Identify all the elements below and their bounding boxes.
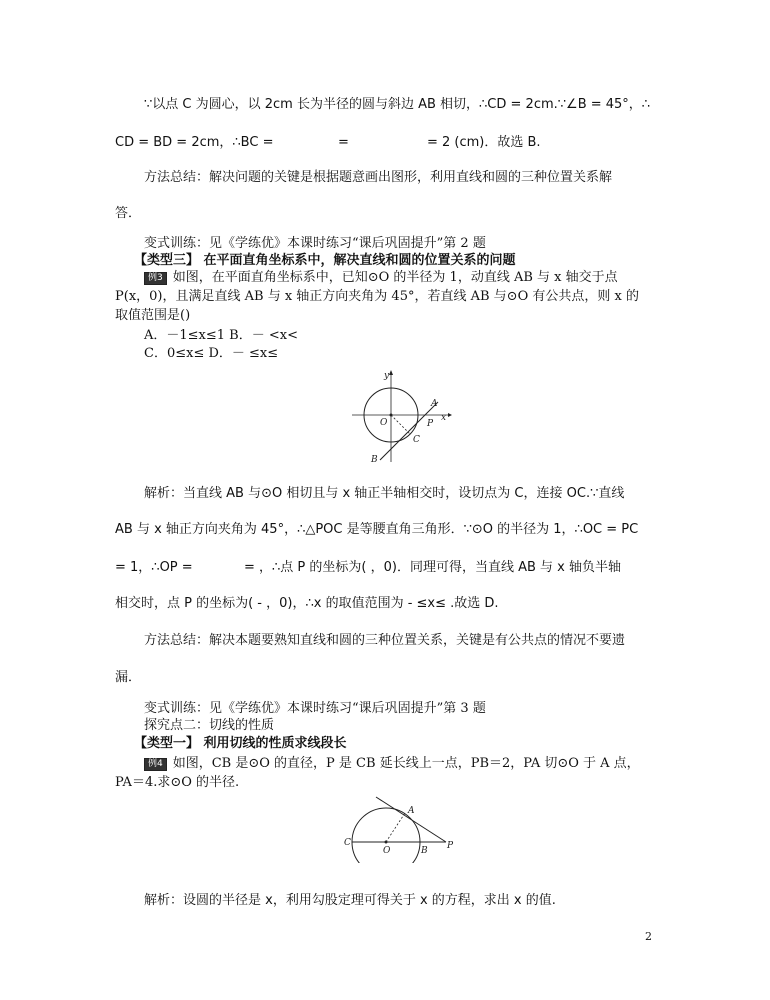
method-summary-1: 方法总结：解决问题的关键是根据题意画出图形，利用直线和圆的三种位置关系解 bbox=[144, 170, 613, 185]
label-a: A bbox=[431, 399, 438, 409]
text-line-2b: = bbox=[338, 135, 349, 150]
example3-line-2: P(x，0)，且满足直线 AB 与 x 轴正方向夹角为 45°，若直线 AB 与⊙O 有公共点，则 x 的 bbox=[115, 289, 639, 304]
segment-oc bbox=[391, 415, 410, 434]
example3-line-1 bbox=[144, 270, 618, 286]
x-axis-arrow bbox=[448, 413, 452, 417]
label-p: P bbox=[427, 419, 434, 429]
analysis-3a: = 1，∴OP = bbox=[115, 560, 193, 575]
segment-oa bbox=[386, 813, 405, 842]
variant-training-2: 变式训练：见《学练优》本课时练习“课后巩固提升”第 3 题 bbox=[144, 701, 486, 716]
analysis-4: 相交时，点 P 的坐标为( - ，0)，∴x 的取值范围为 - ≤x≤ .故选 D. bbox=[115, 596, 499, 611]
analysis-3b: = ，∴点 P 的坐标为( ，0)．同理可得，当直线 AB 与 x 轴负半轴 bbox=[244, 560, 621, 575]
label-a2: A bbox=[408, 806, 415, 816]
example4-text-1: 如图，CB 是⊙O 的直径，P 是 CB 延长线上一点，PB＝2，PA 切⊙O 于 A 点， bbox=[172, 756, 640, 771]
point-o bbox=[390, 414, 393, 417]
example3-badge: 例3 bbox=[144, 272, 167, 285]
label-o2: O bbox=[383, 846, 391, 856]
label-p2: P bbox=[447, 841, 454, 851]
label-o: O bbox=[380, 418, 388, 428]
explore-point-2: 探究点二：切线的性质 bbox=[144, 718, 275, 733]
label-x: x bbox=[441, 413, 447, 423]
example3-line-3: 取值范围是() bbox=[115, 308, 191, 323]
figure-tangent bbox=[338, 793, 468, 863]
label-b2: B bbox=[421, 846, 428, 856]
type3-heading: 【类型三】 在平面直角坐标系中，解决直线和圆的位置关系的问题 bbox=[134, 253, 516, 268]
text-line-2a: CD = BD = 2cm，∴BC = bbox=[115, 135, 274, 150]
example3-text-1: 如图，在平面直角坐标系中，已知⊙O 的半径为 1，动直线 AB 与 x 轴交于点 bbox=[172, 270, 618, 285]
method-summary-2: 方法总结：解决本题要熟知直线和圆的三种位置关系，关键是有公共点的情况不要遗 bbox=[144, 633, 626, 648]
point-o2 bbox=[385, 841, 388, 844]
label-c: C bbox=[413, 435, 420, 445]
label-y: y bbox=[384, 371, 390, 381]
variant-training-1: 变式训练：见《学练优》本课时练习“课后巩固提升”第 2 题 bbox=[144, 236, 486, 251]
analysis-1: 解析：当直线 AB 与⊙O 相切且与 x 轴正半轴相交时，设切点为 C，连接 OC.∵直线 bbox=[144, 486, 625, 501]
example4-line-1 bbox=[144, 756, 640, 772]
method-summary-2-end: 漏． bbox=[115, 670, 142, 685]
tangent-pa bbox=[376, 797, 446, 842]
type1-heading: 【类型一】 利用切线的性质求线段长 bbox=[134, 736, 347, 751]
example4-line-2: PA＝4.求⊙O 的半径. bbox=[115, 775, 240, 790]
text-line-1: ∵以点 C 为圆心，以 2cm 长为半径的圆与斜边 AB 相切，∴CD = 2cm.∵∠B = 45°，∴ bbox=[144, 97, 651, 112]
method-summary-1-end: 答． bbox=[115, 206, 142, 221]
analysis-2: AB 与 x 轴正方向夹角为 45°，∴△POC 是等腰直角三角形．∵⊙O 的半径为 1，∴OC = PC bbox=[115, 522, 639, 537]
choice-c-d: C．0≤x≤ D．－ ≤x≤ bbox=[144, 346, 279, 361]
choice-a-b: A．－1≤x≤1 B．－ <x< bbox=[144, 328, 298, 343]
label-c2: C bbox=[344, 838, 351, 848]
line-ab bbox=[380, 402, 438, 460]
figure-circle-coordinate bbox=[340, 362, 460, 472]
text-line-2c: = 2 (cm)．故选 B. bbox=[427, 135, 541, 150]
y-axis-arrow bbox=[389, 370, 393, 375]
label-b: B bbox=[371, 455, 378, 465]
page-number: 2 bbox=[645, 930, 652, 943]
analysis-ex4: 解析：设圆的半径是 x，利用勾股定理可得关于 x 的方程，求出 x 的值. bbox=[144, 893, 556, 908]
example4-badge: 例4 bbox=[144, 758, 167, 771]
